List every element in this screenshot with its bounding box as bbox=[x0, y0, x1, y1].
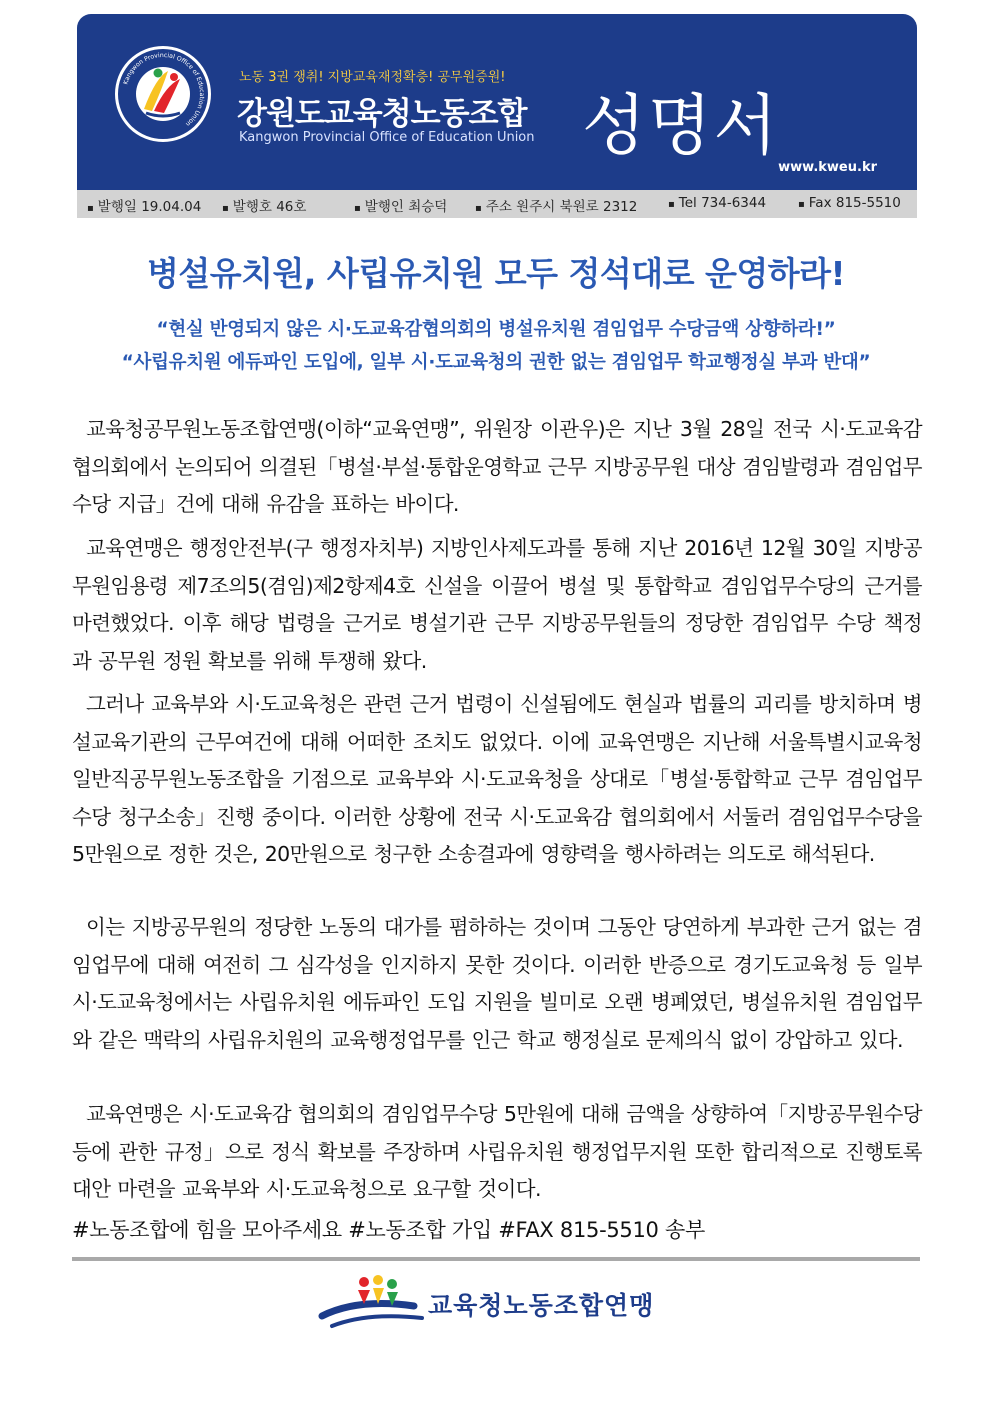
union-name-english: Kangwon Provincial Office of Education Union bbox=[239, 130, 535, 145]
article-subhead: “현실 반영되지 않은 시·도교육감협의회의 병설유치원 겸임업무 수당금액 상향하라!” bbox=[156, 319, 836, 340]
body-paragraph: 이는 지방공무원의 정당한 노동의 대가를 폄하하는 것이며 그동안 당연하게 부과한 근거 없는 겸임업무에 대해 여전히 그 심각성을 인지하지 못한 것이다. 이러한 반증으로 경기도교육청 등 일부 시·도교육청에서는 사립유치원 에듀파인 도입 지원을 빌미로 오랜 병폐였던, 병설유치원 겸임업무와 같은 맥락의 사립유치원의 교육행정업무를 인근 학교 행정실로 문제의식 없이 강압하고 있다. bbox=[72, 915, 922, 1052]
publication-info-bar bbox=[77, 190, 917, 218]
address: ▪ 주소 원주시 북원로 2312 bbox=[475, 199, 638, 215]
body-paragraph: 그러나 교육부와 시·도교육청은 관련 근거 법령이 신설됨에도 현실과 법률의 괴리를 방치하며 병설교육기관의 근무여건에 대해 어떠한 조치도 없었다. 이에 교육연맹은 지난해 서울특별시교육청일반직공무원노동조합을 기점으로 교육부와 시·도교육청을 상대로「병설·통합학교 근무 겸임업무수당 청구소송」진행 중이다. 이러한 상황에 전국 시·도교육감 협의회에서 서둘러 겸임업무수당을 5만원으로 정한 것은, 20만원으로 청구한 소송결과에 영향력을 행사하려는 의도로 해석된다. bbox=[72, 692, 922, 866]
federation-name: 교육청노동조합연맹 bbox=[428, 1291, 655, 1320]
document-type-title: 성명서 bbox=[582, 87, 780, 164]
union-name: 강원도교육청노동조합 bbox=[237, 96, 527, 132]
union-slogan: 노동 3권 쟁취! 지방교육재정확충! 공무원증원! bbox=[239, 70, 506, 85]
logo-ring-text: Kangwon Provincial Office of Education Union bbox=[122, 51, 206, 128]
article-headline: 병설유치원, 사립유치원 모두 정석대로 운영하라! bbox=[146, 254, 846, 293]
telephone: ▪ Tel 734-6344 bbox=[668, 195, 767, 211]
publisher: ▪ 발행인 최승덕 bbox=[354, 199, 448, 215]
footer-divider bbox=[72, 1257, 920, 1261]
hashtags: #노동조합에 힘을 모아주세요 #노동조합 가입 #FAX 815-5510 송부 bbox=[72, 1218, 705, 1242]
union-logo-emblem bbox=[115, 46, 211, 142]
federation-logo-icon bbox=[318, 1272, 428, 1332]
statement-header bbox=[77, 14, 917, 190]
issue-number: ▪ 발행호 46호 bbox=[222, 199, 307, 215]
body-paragraph: 교육연맹은 행정안전부(구 행정자치부) 지방인사제도과를 통해 지난 2016년 12월 30일 지방공무원임용령 제7조의5(겸임)제2항제4호 신설을 이끌어 병설 및 통합학교 겸임업무수당의 근거를 마련했었다. 이후 해당 법령을 근거로 병설기관 근무 지방공무원들의 정당한 겸임업무 수당 책정과 공무원 정원 확보를 위해 투쟁해 왔다. bbox=[72, 536, 922, 673]
body-paragraph: 교육청공무원노동조합연맹(이하“교육연맹”, 위원장 이관우)은 지난 3월 28일 전국 시·도교육감 협의회에서 논의되어 의결된「병설·부설·통합운영학교 근무 지방공무원 대상 겸임발령과 겸임업무 수당 지급」건에 대해 유감을 표하는 바이다. bbox=[72, 417, 922, 516]
fax: ▪ Fax 815-5510 bbox=[798, 195, 901, 211]
publish-date: ▪ 발행일 19.04.04 bbox=[87, 199, 202, 215]
body-paragraph: 교육연맹은 시·도교육감 협의회의 겸임업무수당 5만원에 대해 금액을 상향하여「지방공무원수당등에 관한 규정」으로 정식 확보를 주장하며 사립유치원 행정업무지원 또한 합리적으로 진행토록 대안 마련을 교육부와 시·도교육청으로 요구할 것이다. bbox=[72, 1102, 922, 1201]
article-subhead: “사립유치원 에듀파인 도입에, 일부 시·도교육청의 권한 없는 겸임업무 학교행정실 부과 반대” bbox=[121, 352, 871, 373]
website-link[interactable]: www.kweu.kr bbox=[778, 160, 877, 175]
union-logo-icon bbox=[118, 49, 208, 139]
